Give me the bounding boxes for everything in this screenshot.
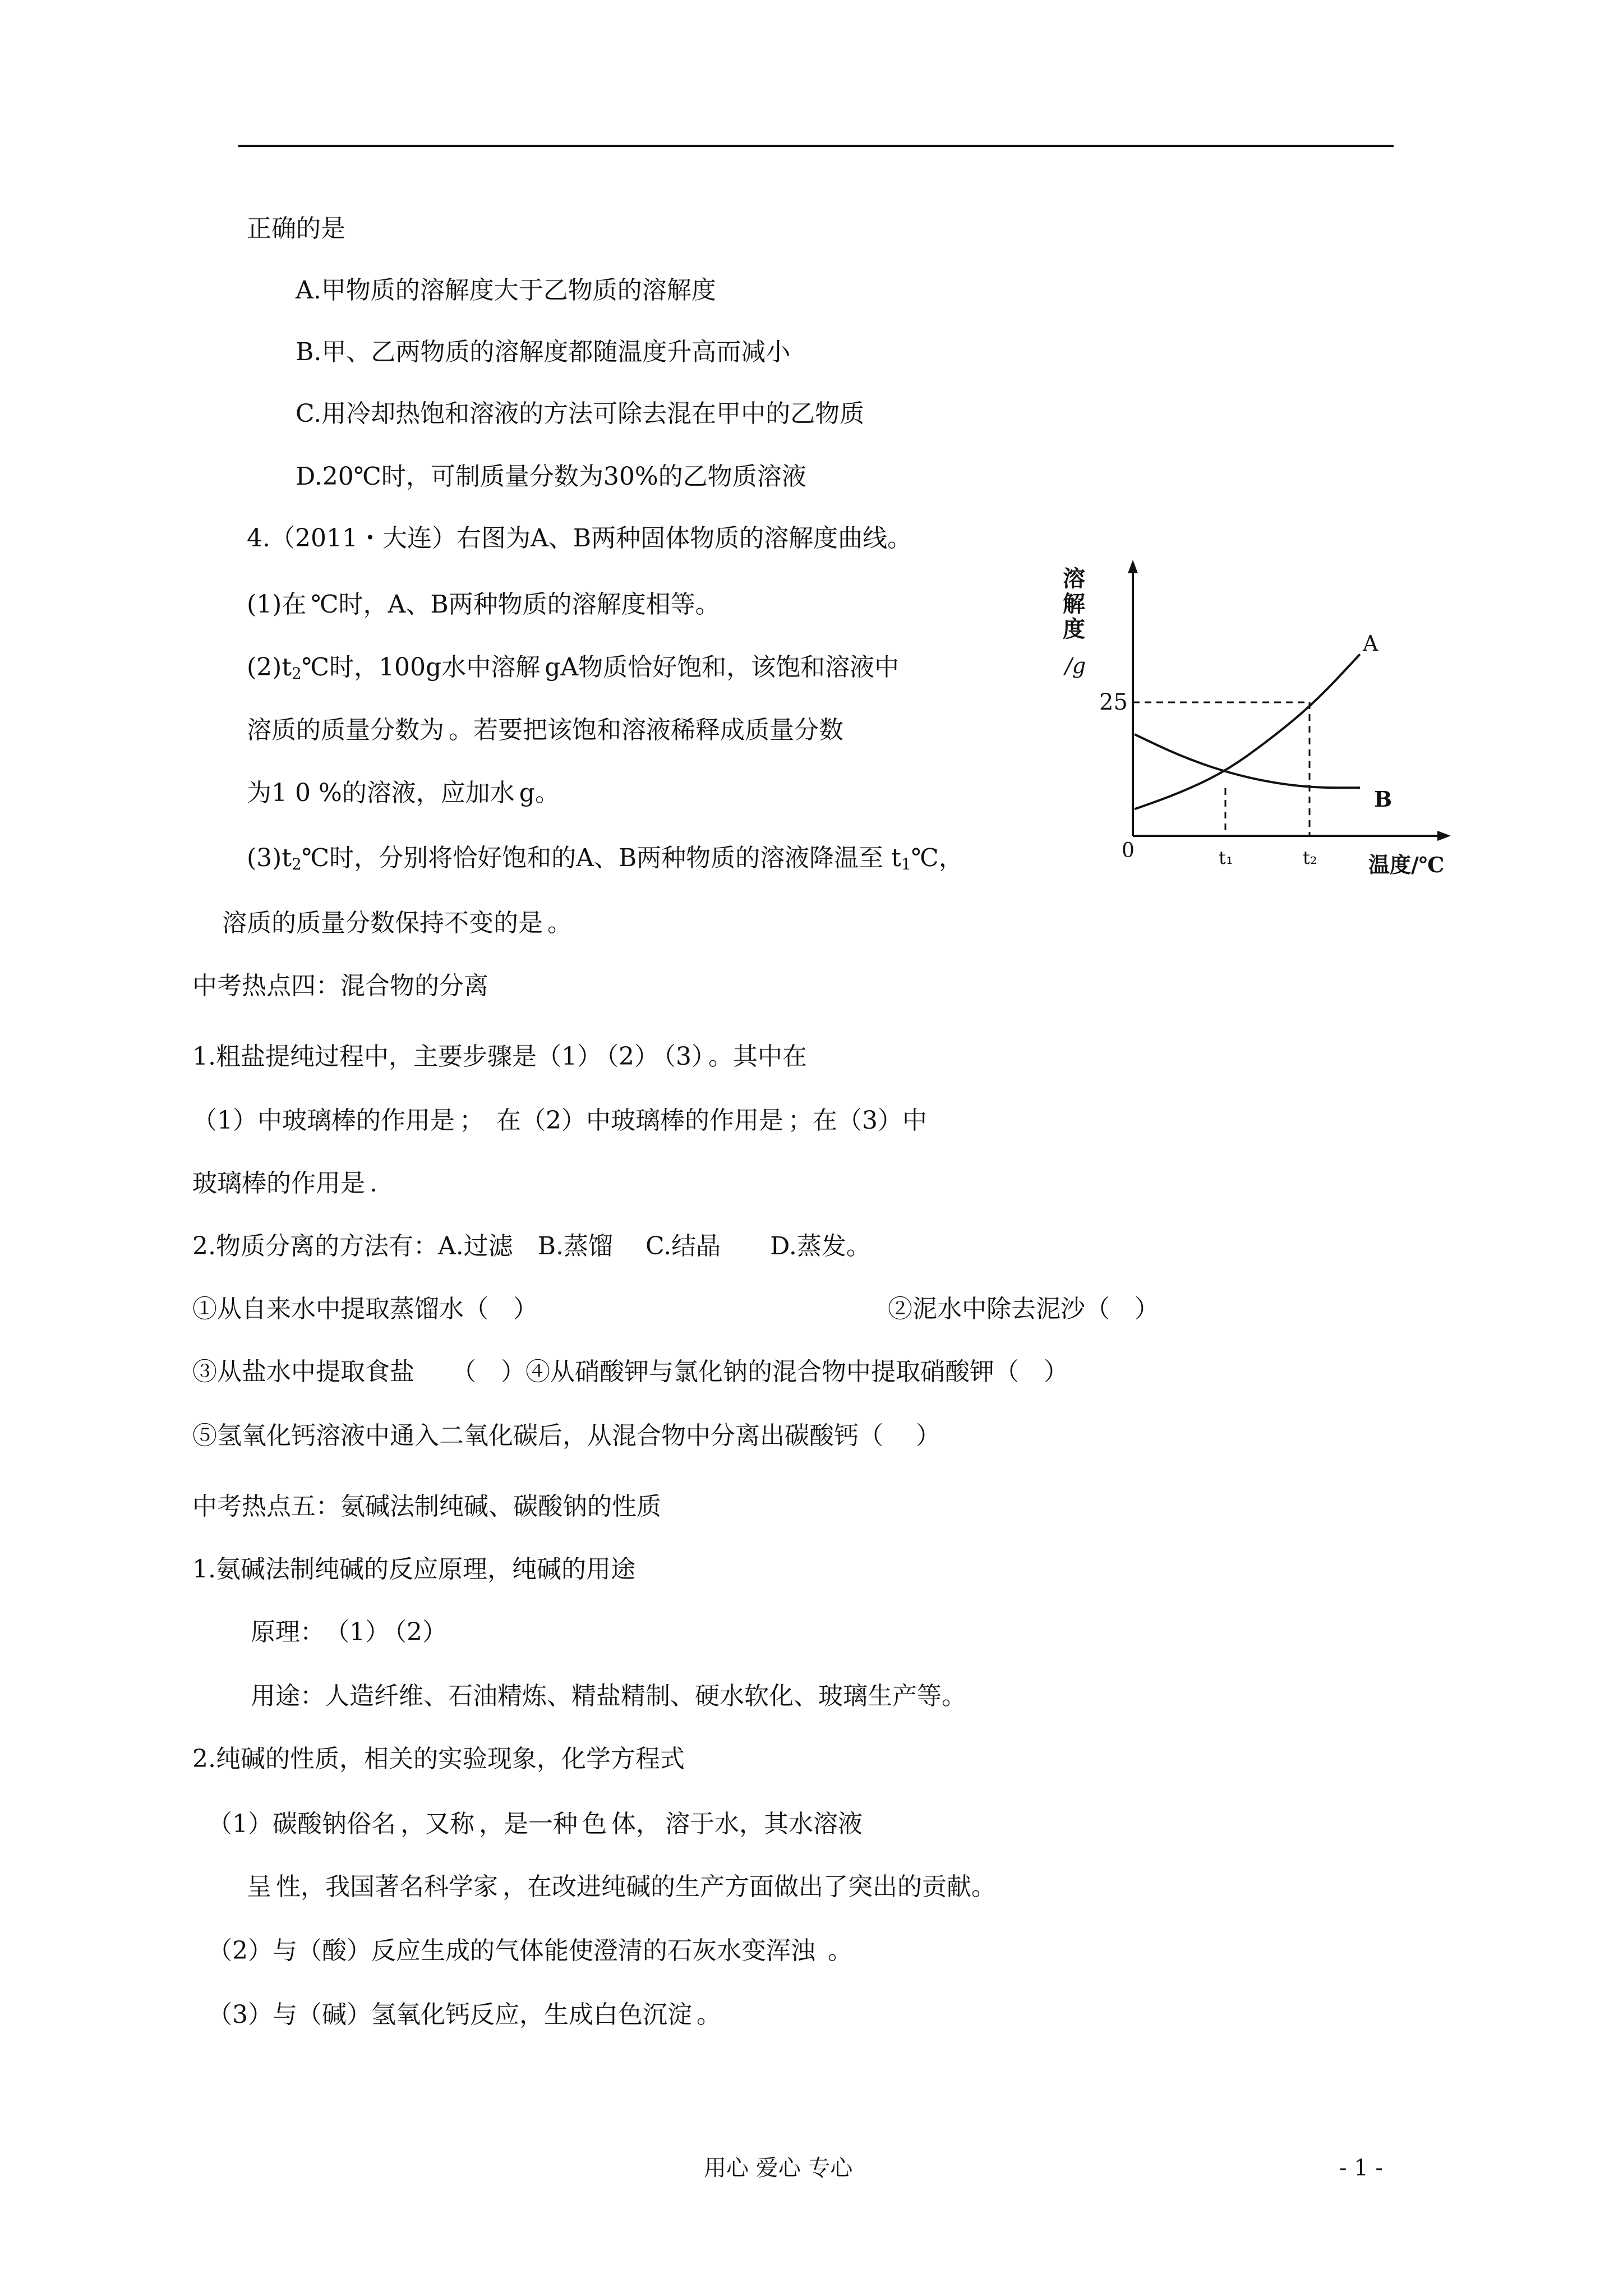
y-label-char-1: 溶 (1063, 565, 1085, 592)
y-label-char-2: 解 (1063, 591, 1085, 617)
s5-principle: 原理： （1） （2） (251, 1618, 447, 1646)
curve-a-label: A (1363, 631, 1378, 656)
header-rule (238, 145, 1394, 147)
y-axis-label (1063, 565, 1086, 678)
q4-stem: 4.（2011・大连）右图为A、B两种固体物质的溶解度曲线。 (247, 524, 912, 553)
s4-q1-line3: 玻璃棒的作用是 . (192, 1169, 377, 1198)
q3-option-c: C.用冷却热饱和溶液的方法可除去混在甲中的乙物质 (296, 399, 865, 428)
s4-item-5: ⑤氢氧化钙溶液中通入二氧化碳后，从混合物中分离出碳酸钙（ ） (192, 1421, 940, 1450)
y-axis-arrow-icon (1128, 560, 1138, 573)
q4-part2-line1: $(2)t_2℃$时，100g水中溶解 gA物质恰好饱和，该饱和溶液中 (247, 653, 900, 683)
x-axis-arrow-icon (1437, 831, 1451, 841)
s5-p1-line1: （1）碳酸钠俗名 ，又称 ，是一种 色 体， 溶于水，其水溶液 (208, 1810, 863, 1838)
s4-q1-line2: （1）中玻璃棒的作用是 ； 在（2）中玻璃棒的作用是 ；在（3）中 (192, 1106, 927, 1135)
footer-slogan: 用心 爱心 专心 (704, 2155, 853, 2181)
s5-use: 用途：人造纤维、石油精炼、精盐精制、硬水软化、玻璃生产等。 (251, 1682, 966, 1710)
x-axis-label: 温度/℃ (1368, 852, 1445, 877)
page-number: - 1 - (1339, 2155, 1383, 2181)
solubility-chart (1063, 555, 1478, 898)
curve-a (1135, 654, 1360, 809)
y-tick-25: 25 (1099, 689, 1128, 715)
curve-b-label: B (1374, 786, 1393, 812)
q4-part2-line3: 为1 0 %的溶液，应加水 g。 (247, 779, 560, 807)
y-label-unit: /g (1065, 654, 1086, 678)
q3-option-d: D.20℃时，可制质量分数为30%的乙物质溶液 (296, 462, 806, 491)
s5-p2: （2）与（酸）反应生成的气体能使澄清的石灰水变浑浊 。 (208, 1936, 852, 1965)
section-5-title: 中考热点五：氨碱法制纯碱、碳酸钠的性质 (192, 1492, 661, 1521)
s4-q2: 2.物质分离的方法有：A.过滤 B.蒸馏 C.结晶 D.蒸发。 (192, 1232, 871, 1260)
x-tick-t1: t₁ (1219, 847, 1233, 868)
q4-part3-line1: $(3)t_2℃$时，分别将恰好饱和的A、B两种物质的溶液降温至 $t_1℃$， (247, 844, 963, 873)
x-tick-t2: t₂ (1303, 847, 1317, 868)
s5-q2: 2.纯碱的性质，相关的实验现象，化学方程式 (192, 1745, 685, 1773)
q3-option-b: B.甲、乙两物质的溶解度都随温度升高而减小 (296, 338, 791, 366)
section-4-title: 中考热点四：混合物的分离 (192, 972, 488, 1000)
s5-p3: （3）与（碱）氢氧化钙反应，生成白色沉淀 。 (208, 2000, 721, 2029)
s4-item-3-4: ③从盐水中提取食盐 （ ）④从硝酸钾与氯化钠的混合物中提取硝酸钾（ ） (192, 1358, 1068, 1386)
q4-part3-line2: 溶质的质量分数保持不变的是 。 (222, 909, 572, 937)
origin-label: 0 (1122, 839, 1135, 862)
q4-part2-line2: 溶质的质量分数为 。若要把该饱和溶液稀释成质量分数 (247, 716, 843, 744)
s4-item-1: ①从自来水中提取蒸馏水（ ） (192, 1295, 538, 1323)
curve-b (1135, 734, 1360, 788)
q3-option-a: A.甲物质的溶解度大于乙物质的溶解度 (296, 276, 716, 305)
q4-part1: (1)在 ℃时，A、B两种物质的溶解度相等。 (247, 590, 720, 619)
s4-q1-line1: 1.粗盐提纯过程中，主要步骤是（1） （2） （3） 。其中在 (192, 1042, 807, 1071)
s5-q1: 1.氨碱法制纯碱的反应原理，纯碱的用途 (192, 1555, 635, 1584)
s5-p1-line2: 呈 性，我国著名科学家 ，在改进纯碱的生产方面做出了突出的贡献。 (247, 1872, 996, 1901)
q3-stem-tail: 正确的是 (247, 214, 345, 243)
y-label-char-3: 度 (1063, 616, 1085, 642)
s4-item-2: ②泥水中除去泥沙（ ） (888, 1295, 1159, 1323)
